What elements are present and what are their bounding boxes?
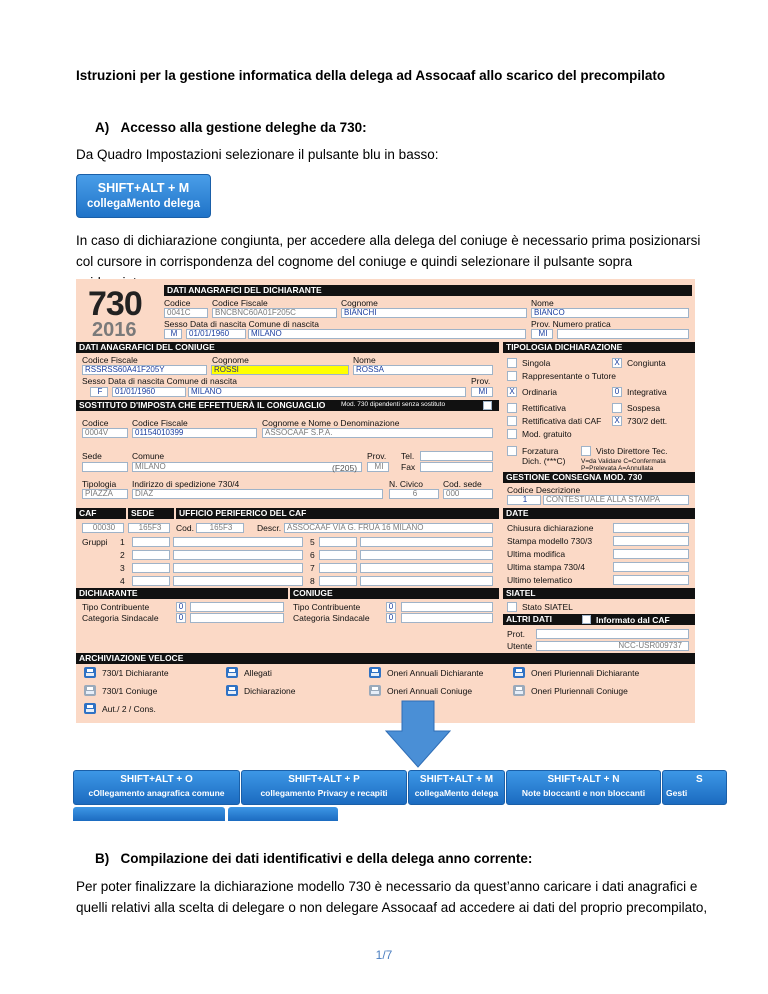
shortcut-key: SHIFT+ALT + N: [547, 774, 620, 785]
label-utente: Utente: [507, 641, 533, 651]
header-sostituto: SOSTITUTO D'IMPOSTA CHE EFFETTUERÀ IL CONGUAGLIO: [76, 400, 499, 411]
field-con-cf[interactable]: RSSRSS60A41F205Y: [82, 365, 207, 375]
label-fax: Fax: [401, 462, 416, 472]
field-gruppo-8a[interactable]: [319, 576, 357, 586]
field-con-sesso[interactable]: F: [90, 387, 108, 397]
label-con-cf: Codice Fiscale: [82, 355, 138, 365]
label-uff-descr: Descr.: [257, 523, 282, 533]
field-nome[interactable]: BIANCO: [531, 308, 689, 318]
gestione-button[interactable]: [662, 770, 727, 805]
label-s-denominazione: Cognome e Nome o Denominazione: [262, 418, 400, 428]
shortcut-button-row2[interactable]: [73, 807, 225, 821]
header-siatel: SIATEL: [503, 588, 695, 599]
label-s-cf: Codice Fiscale: [132, 418, 188, 428]
label-s-codice: Codice: [82, 418, 109, 428]
label-gruppo-1: 1: [120, 537, 125, 547]
header-coniuge: CONIUGE: [290, 588, 499, 599]
label-codice-fiscale: Codice Fiscale: [212, 298, 268, 308]
field-s-codsede[interactable]: 000: [443, 489, 493, 499]
shortcut-label: cOllegamento anagrafica comune: [88, 788, 225, 798]
print-icon[interactable]: [84, 667, 96, 678]
print-icon[interactable]: [226, 685, 238, 696]
field-con-comune[interactable]: MILANO: [188, 387, 466, 397]
check-informato[interactable]: [582, 615, 591, 624]
label-ultima-stampa: Ultima stampa 730/4: [507, 562, 585, 572]
legend-status-2: P=Prelevata A=Annullata: [581, 465, 654, 472]
field-sede[interactable]: 165F3: [128, 523, 170, 533]
label-forzatura: Forzatura: [522, 446, 559, 456]
print-icon[interactable]: [226, 667, 238, 678]
header-archiviazione: ARCHIVIAZIONE VELOCE: [76, 653, 695, 664]
check-rettificativa[interactable]: [507, 403, 517, 413]
label-informato: Informato dal CAF: [596, 615, 670, 625]
label-gruppo-7: 7: [310, 563, 315, 573]
field-con-data[interactable]: 01/01/1960: [112, 387, 186, 397]
check-rett-caf[interactable]: [507, 416, 517, 426]
label-rappresentante: Rappresentante o Tutore: [522, 371, 617, 381]
field-ultima-stampa[interactable]: [613, 562, 689, 572]
field-cat-sind-c[interactable]: 0: [386, 613, 396, 623]
label-gruppo-8: 8: [310, 576, 315, 586]
field-gruppo-5a[interactable]: [319, 537, 357, 547]
field-con-prov[interactable]: MI: [471, 387, 493, 397]
archive-7301-coniuge[interactable]: 730/1 Coniuge: [102, 686, 158, 696]
header-gestione-consegna: GESTIONE CONSEGNA MOD. 730: [503, 472, 695, 483]
check-congiunta[interactable]: X: [612, 358, 622, 368]
label-gruppo-3: 3: [120, 563, 125, 573]
collegamento-delega-button[interactable]: [76, 174, 211, 218]
label-rettificativa: Rettificativa: [522, 403, 566, 413]
label-gruppo-2: 2: [120, 550, 125, 560]
field-gruppo-7a[interactable]: [319, 563, 357, 573]
label-catasto: (F205): [332, 463, 358, 473]
field-gruppo-8b[interactable]: [360, 576, 493, 586]
field-cat-sind-d-descr[interactable]: [190, 613, 284, 623]
label-cod-descr: Codice Descrizione: [507, 485, 581, 495]
label-uff-cod: Cod.: [176, 523, 194, 533]
field-data-nascita[interactable]: 01/01/1960: [186, 329, 246, 339]
label-sost-note: Mod. 730 dipendenti senza sostituto: [341, 401, 446, 408]
field-cons-descr[interactable]: CONTESTUALE ALLA STAMPA: [543, 495, 689, 505]
field-fax[interactable]: [420, 462, 493, 472]
label-s-comune: Comune: [132, 451, 165, 461]
check-rappresentante[interactable]: [507, 371, 517, 381]
field-gruppo-5b[interactable]: [360, 537, 493, 547]
label-s-prov: Prov.: [367, 451, 387, 461]
label-con-nome: Nome: [353, 355, 376, 365]
field-s-sede[interactable]: [82, 462, 128, 472]
check-siatel[interactable]: [507, 602, 517, 612]
field-s-prov[interactable]: MI: [367, 462, 389, 472]
collegamento-privacy-button[interactable]: [241, 770, 407, 805]
field-uff-descr[interactable]: ASSOCAAF VIA G. FRUA 16 MILANO: [284, 523, 493, 533]
label-congiunta: Congiunta: [627, 358, 666, 368]
check-mod-gratuito[interactable]: [507, 429, 517, 439]
shortcut-label: Note bloccanti e non bloccanti: [521, 788, 646, 798]
label-cognome: Cognome: [341, 298, 378, 308]
field-comune-nascita[interactable]: MILANO: [248, 329, 526, 339]
label-7302: 730/2 dett.: [627, 416, 668, 426]
field-ultimo-telematico[interactable]: [613, 575, 689, 585]
model-year: 2016: [92, 319, 137, 341]
label-prot: Prot.: [507, 629, 525, 639]
field-s-civico[interactable]: 6: [389, 489, 439, 499]
button-label: collegaMento delega: [86, 198, 201, 210]
field-numero-pratica[interactable]: [557, 329, 689, 339]
field-gruppo-1a[interactable]: [132, 537, 170, 547]
field-gruppo-7b[interactable]: [360, 563, 493, 573]
label-gruppo-4: 4: [120, 576, 125, 586]
field-s-tipologia[interactable]: PIAZZA: [82, 489, 128, 499]
label-s-sede: Sede: [82, 451, 102, 461]
field-cons-cod[interactable]: 1: [507, 495, 541, 505]
field-s-cf[interactable]: 01154010399: [132, 428, 257, 438]
shortcut-key: SHIFT+ALT + O: [120, 774, 193, 785]
check-ordinaria[interactable]: X: [507, 387, 517, 397]
header-tipologia: TIPOLOGIA DICHIARAZIONE: [503, 342, 695, 353]
print-icon-disabled[interactable]: [84, 685, 96, 696]
field-prov[interactable]: MI: [531, 329, 553, 339]
collegamento-anagrafica-button[interactable]: [73, 770, 240, 805]
archive-oneri-plur-dich[interactable]: Oneri Pluriennali Dichiarante: [531, 668, 640, 678]
field-tipo-contr-d-descr[interactable]: [190, 602, 284, 612]
label-singola: Singola: [522, 358, 551, 368]
field-gruppo-6a[interactable]: [319, 550, 357, 560]
note-bloccanti-button[interactable]: [506, 770, 661, 805]
print-icon-disabled[interactable]: [513, 685, 525, 696]
field-caf[interactable]: 00030: [82, 523, 124, 533]
archive-oneri-plur-con[interactable]: Oneri Pluriennali Coniuge: [531, 686, 628, 696]
label-ultimo-telematico: Ultimo telematico: [507, 575, 573, 585]
form-730-screenshot: [76, 279, 695, 723]
label-con-cognome: Cognome: [212, 355, 249, 365]
field-s-comune[interactable]: MILANO: [132, 462, 362, 472]
label-con-sesso-data-comune: Sesso Data di nascita Comune di nascita: [82, 376, 237, 386]
archive-allegati[interactable]: Allegati: [244, 668, 272, 678]
label-integrativa: Integrativa: [627, 387, 667, 397]
field-chiusura[interactable]: [613, 523, 689, 533]
shortcut-key: SHIFT+ALT + M: [419, 774, 494, 785]
shortcut-button-row2[interactable]: [228, 807, 338, 821]
field-ultima-modifica[interactable]: [613, 549, 689, 559]
field-integrativa[interactable]: 0: [612, 387, 622, 397]
label-ordinaria: Ordinaria: [522, 387, 557, 397]
field-codice[interactable]: 0041C: [164, 308, 208, 318]
print-icon[interactable]: [84, 703, 96, 714]
check-senza-sostituto[interactable]: [483, 401, 492, 410]
label-dich: Dich. (***C): [522, 456, 566, 466]
label-gruppo-5: 5: [310, 537, 315, 547]
label-visto: Visto Direttore Tec.: [596, 446, 668, 456]
header-dati-dichiarante: DATI ANAGRAFICI DEL DICHIARANTE: [164, 285, 692, 296]
field-sesso[interactable]: M: [164, 329, 182, 339]
archive-oneri-annuali-con[interactable]: Oneri Annuali Coniuge: [387, 686, 473, 696]
shortcut-button-bar: [73, 768, 703, 816]
field-codice-fiscale[interactable]: BNCBNC60A01F205C: [212, 308, 337, 318]
field-cat-sind-c-descr[interactable]: [401, 613, 493, 623]
field-s-denominazione[interactable]: ASSOCAAF S.P.A.: [262, 428, 493, 438]
header-caf: CAF: [76, 508, 126, 519]
field-utente[interactable]: NCC-USR009737: [536, 641, 689, 651]
archive-dichiarazione[interactable]: Dichiarazione: [244, 686, 296, 696]
field-gruppo-1b[interactable]: [173, 537, 303, 547]
label-tipologia: Tipologia: [82, 479, 117, 489]
archive-7301-dichiarante[interactable]: 730/1 Dichiarante: [102, 668, 169, 678]
label-indirizzo: Indirizzo di spedizione 730/4: [132, 479, 240, 489]
label-rett-caf: Rettificativa dati CAF: [522, 416, 602, 426]
button-shortcut: SHIFT+ALT + M: [97, 181, 190, 195]
label-sospesa: Sospesa: [627, 403, 661, 413]
header-dichiarante: DICHIARANTE: [76, 588, 288, 599]
field-prot[interactable]: [536, 629, 689, 639]
collegamento-delega-button-bar[interactable]: [408, 770, 505, 805]
page-number: 1/7: [375, 948, 393, 962]
field-gruppo-2a[interactable]: [132, 550, 170, 560]
label-tipo-contr-d: Tipo Contribuente: [82, 602, 150, 612]
field-gruppo-2b[interactable]: [173, 550, 303, 560]
shortcut-label: collegamento Privacy e recapiti: [260, 788, 388, 798]
paragraph-a1: Da Quadro Impostazioni selezionare il pulsante blu in basso:: [76, 147, 439, 162]
field-gruppo-6b[interactable]: [360, 550, 493, 560]
field-con-nome[interactable]: ROSSA: [353, 365, 493, 375]
label-nome: Nome: [531, 298, 554, 308]
field-s-codice[interactable]: 0004V: [82, 428, 128, 438]
document-title: Istruzioni per la gestione informatica della delega ad Assocaaf allo scarico del precompilato: [76, 68, 666, 83]
field-tipo-contr-c[interactable]: 0: [386, 602, 396, 612]
header-altri-dati: ALTRI DATI: [503, 614, 695, 625]
field-stampa-7303[interactable]: [613, 536, 689, 546]
field-cat-sind-d[interactable]: 0: [176, 613, 186, 623]
field-uff-cod[interactable]: 165F3: [196, 523, 244, 533]
print-icon-disabled[interactable]: [369, 685, 381, 696]
field-s-indirizzo[interactable]: DIAZ: [132, 489, 383, 499]
print-icon[interactable]: [369, 667, 381, 678]
legend-status-1: V=da Validare C=Confermata: [581, 458, 666, 465]
model-number: 730: [88, 285, 142, 323]
label-codice: Codice: [164, 298, 191, 308]
section-b-heading: B) Compilazione dei dati identificativi e della delega anno corrente:: [95, 851, 533, 866]
archive-oneri-annuali-dich[interactable]: Oneri Annuali Dichiarante: [387, 668, 484, 678]
check-7302[interactable]: X: [612, 416, 622, 426]
label-cat-sind-c: Categoria Sindacale: [293, 613, 370, 623]
field-tipo-contr-c-descr[interactable]: [401, 602, 493, 612]
shortcut-label: Gesti: [666, 788, 688, 798]
label-gruppo-6: 6: [310, 550, 315, 560]
archive-aut-cons[interactable]: Aut./ 2 / Cons.: [102, 704, 156, 714]
field-gruppo-4a[interactable]: [132, 576, 170, 586]
header-dati-coniuge: DATI ANAGRAFICI DEL CONIUGE: [76, 342, 499, 353]
check-singola[interactable]: [507, 358, 517, 368]
check-forzatura[interactable]: [507, 446, 517, 456]
check-sospesa[interactable]: [612, 403, 622, 413]
field-con-cognome-highlighted[interactable]: ROSSI: [211, 365, 349, 375]
label-gruppi: Gruppi: [82, 537, 108, 547]
header-sede: SEDE: [128, 508, 174, 519]
paragraph-b1: Per poter finalizzare la dichiarazione modello 730 è necessario da quest’anno caricare i dati anagrafici e quelli relativi alla scelta di delegare o non delegare Assocaaf ad accedere ai dati del proprio precompilato,: [76, 879, 708, 915]
label-mod-gratuito: Mod. gratuito: [522, 429, 572, 439]
label-sesso-data-comune: Sesso Data di nascita Comune di nascita: [164, 319, 319, 329]
label-codsede: Cod. sede: [443, 479, 482, 489]
header-ufficio: UFFICIO PERIFERICO DEL CAF: [176, 508, 499, 519]
label-tipo-contr-c: Tipo Contribuente: [293, 602, 361, 612]
label-cat-sind-d: Categoria Sindacale: [82, 613, 159, 623]
label-ultima-modifica: Ultima modifica: [507, 549, 566, 559]
field-cognome[interactable]: BIANCHI: [341, 308, 527, 318]
arrow-down-icon: [386, 701, 450, 767]
shortcut-key: S: [696, 774, 703, 785]
shortcut-label: collegaMento delega: [414, 788, 499, 798]
label-con-prov: Prov.: [471, 376, 491, 386]
label-stato-siatel: Stato SIATEL: [522, 602, 573, 612]
shortcut-key: SHIFT+ALT + P: [288, 774, 360, 785]
check-visto[interactable]: [581, 446, 591, 456]
label-prov-pratica: Prov. Numero pratica: [531, 319, 611, 329]
field-tipo-contr-d[interactable]: 0: [176, 602, 186, 612]
field-gruppo-3b[interactable]: [173, 563, 303, 573]
print-icon[interactable]: [513, 667, 525, 678]
section-a-heading: A) Accesso alla gestione deleghe da 730:: [95, 120, 367, 135]
label-civico: N. Civico: [389, 479, 424, 489]
field-gruppo-4b[interactable]: [173, 576, 303, 586]
label-stampa-7303: Stampa modello 730/3: [507, 536, 593, 546]
label-chiusura: Chiusura dichiarazione: [507, 523, 594, 533]
header-date: DATE: [503, 508, 695, 519]
paragraph-a2: In caso di dichiarazione congiunta, per accedere alla delega del coniuge è necessario prima posizionarsi col cursore in corrispondenza del cognome del coniuge e quindi selezionare il pulsante sopra: [76, 233, 701, 269]
field-tel[interactable]: [420, 451, 493, 461]
label-tel: Tel.: [401, 451, 415, 461]
field-gruppo-3a[interactable]: [132, 563, 170, 573]
